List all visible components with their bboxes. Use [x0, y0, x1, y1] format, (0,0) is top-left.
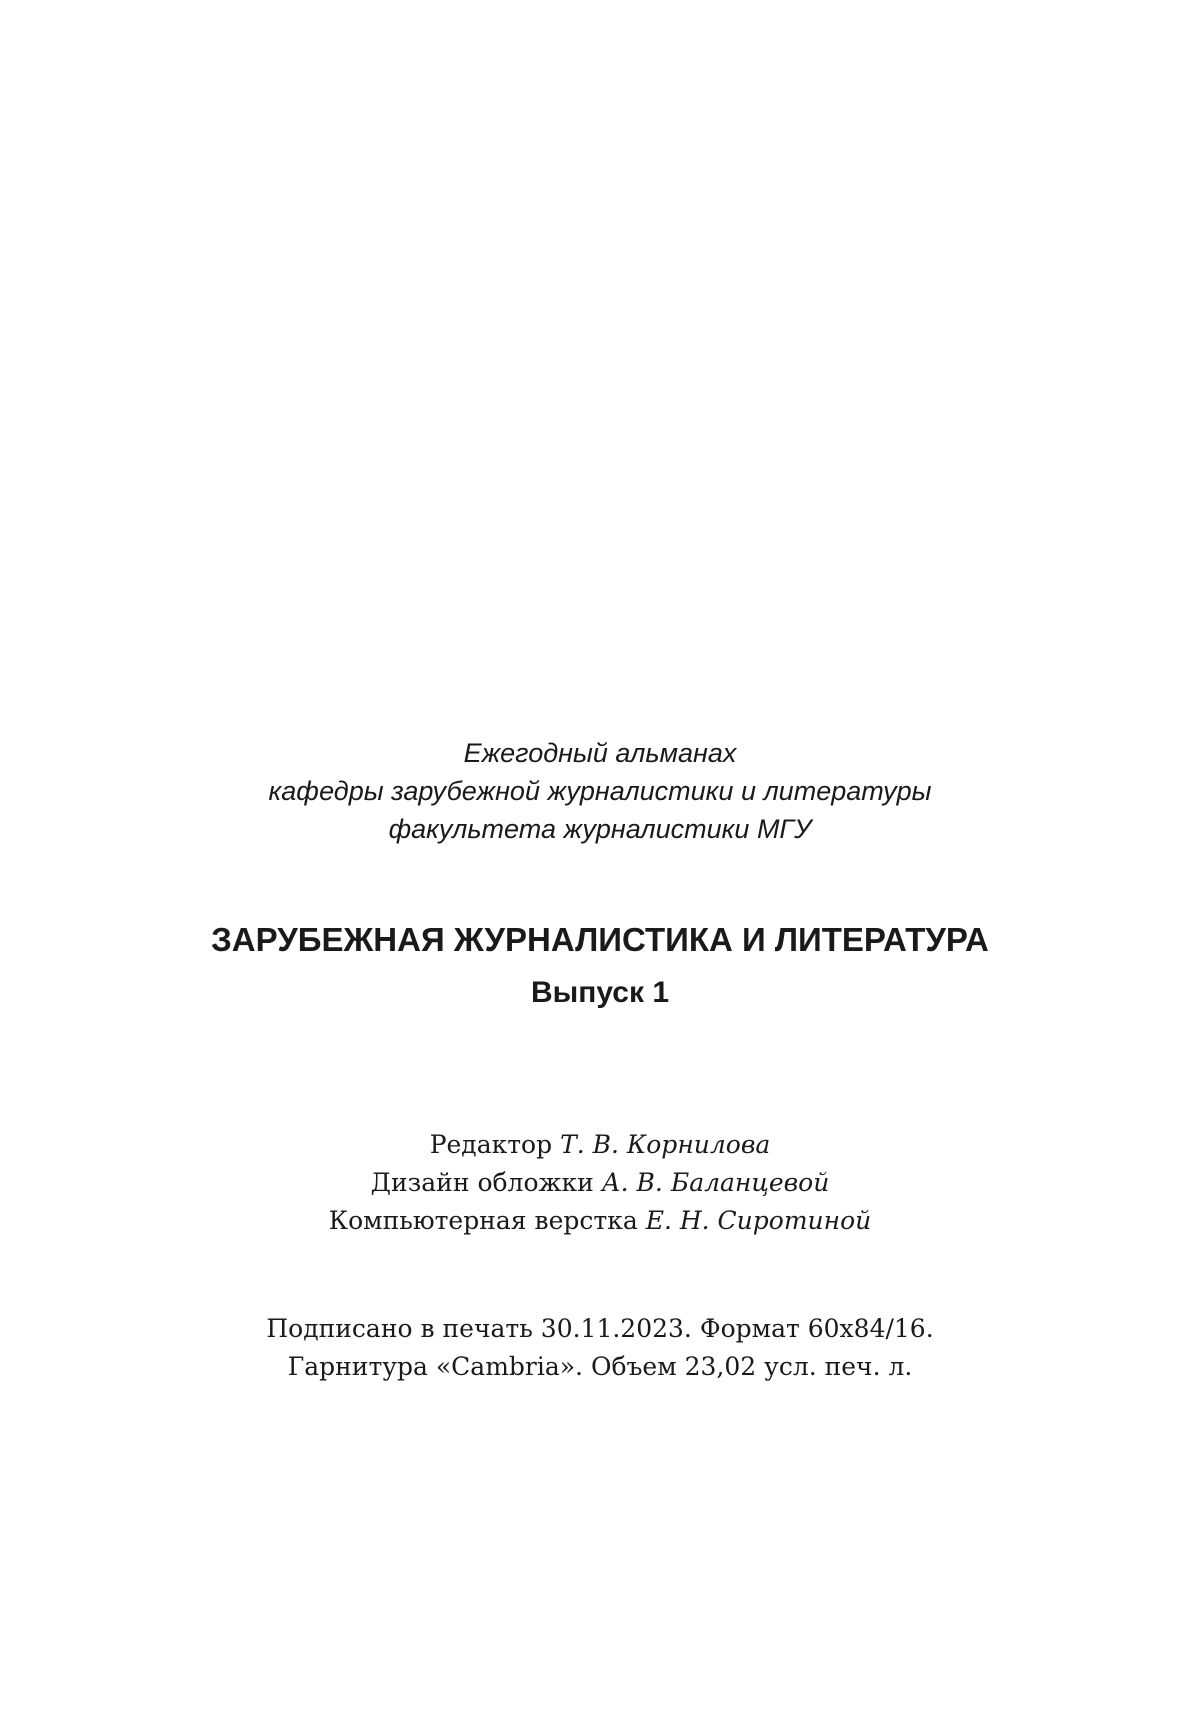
credit-layout-name: Е. Н. Сиротиной [645, 1206, 872, 1235]
credit-editor-role: Редактор [429, 1130, 553, 1159]
imprint [0, 1310, 1200, 1386]
credit-cover-name: А. В. Баланцевой [601, 1168, 830, 1197]
credit-cover-role: Дизайн обложки [370, 1168, 594, 1197]
book-title: ЗАРУБЕЖНАЯ ЖУРНАЛИСТИКА И ЛИТЕРАТУРА [211, 921, 989, 958]
almanac-line-1: Ежегодный альманах [463, 738, 737, 768]
issue-number: Выпуск 1 [530, 976, 670, 1009]
almanac-line-2: кафедры зарубежной журналистики и литературы [268, 776, 932, 806]
credit-layout-role: Компьютерная верстка [328, 1206, 638, 1235]
almanac-line-3: факультета журналистики МГУ [388, 814, 812, 844]
imprint-line-2: Гарнитура «Cambria». Объем 23,02 усл. печ. л. [287, 1352, 913, 1381]
credit-cover [0, 1164, 1200, 1202]
almanac-subtitle [0, 734, 1200, 848]
imprint-line-1: Подписано в печать 30.11.2023. Формат 60х84/16. [266, 1314, 934, 1343]
credits [0, 1126, 1200, 1240]
credit-editor-name: Т. В. Корнилова [560, 1130, 771, 1159]
credit-layout [0, 1202, 1200, 1240]
credit-editor [0, 1126, 1200, 1164]
